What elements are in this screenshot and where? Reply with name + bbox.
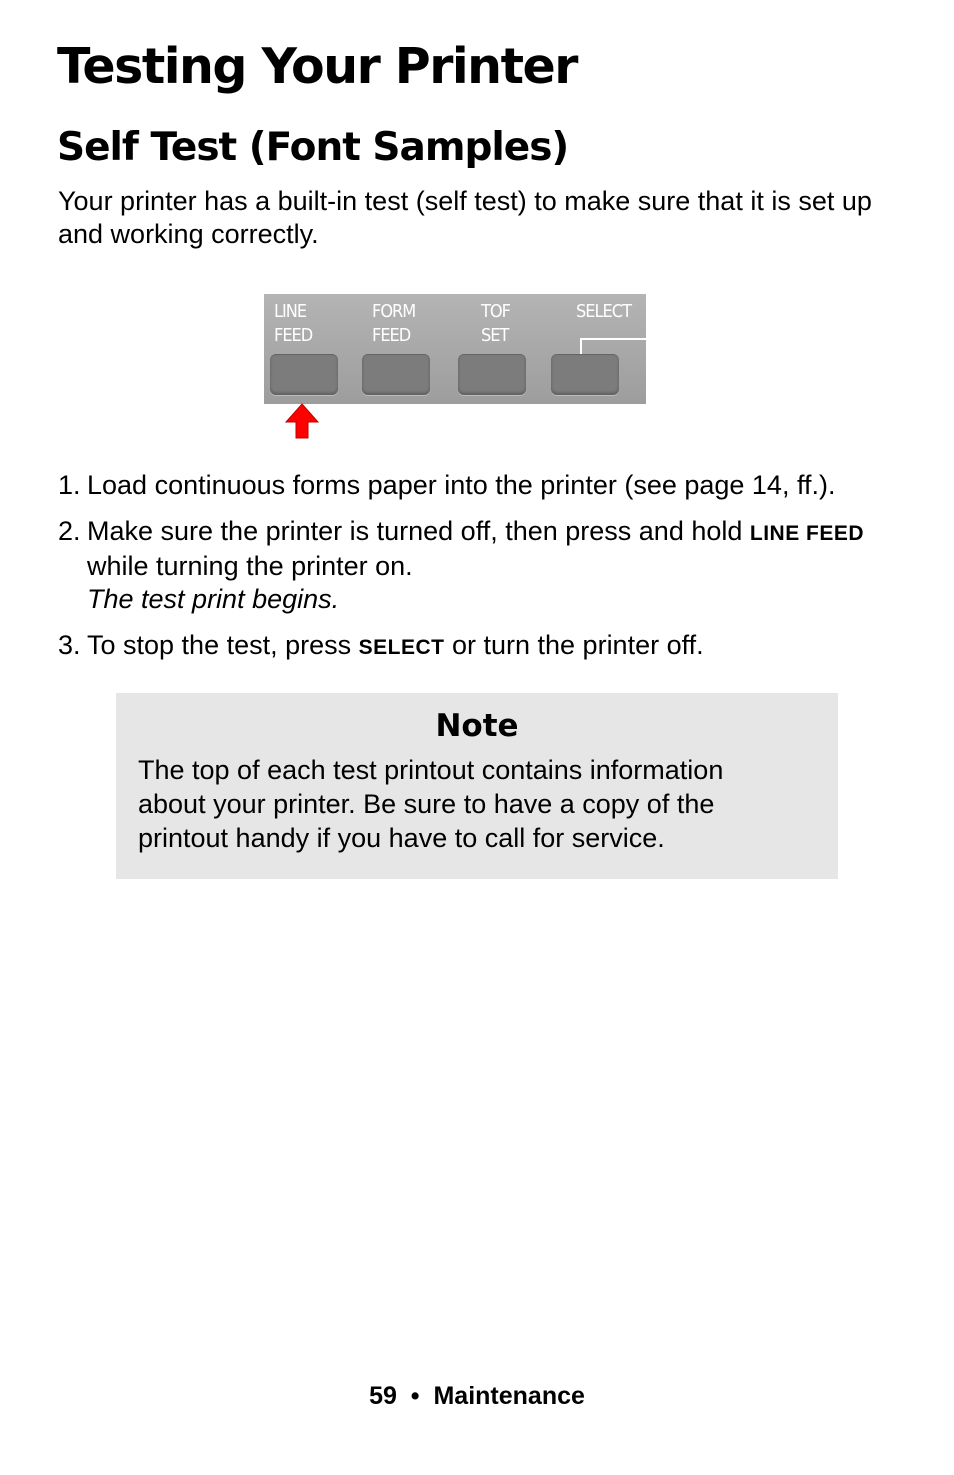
step-text: or turn the printer off. [444,630,704,660]
note-body: The top of each test printout contains information about your printer. Be sure to have a copy of the printout handy if you have to call for service. [138,755,724,853]
key-name-line-feed: LINE FEED [749,522,865,545]
page-title: Testing Your Printer [57,38,577,95]
panel-label-line-feed: LINE FEED [274,301,313,346]
form-feed-key [362,354,430,395]
step-text: Load continuous forms paper into the printer (see page 14, ff.). [87,470,836,500]
panel-label-tof-set: TOF SET [481,301,510,346]
page-number: 59 [369,1382,397,1410]
footer-separator: • [410,1382,420,1410]
page-footer [0,1380,954,1412]
control-panel-figure [264,294,646,444]
step-number: 3. [58,630,81,660]
line-feed-key [270,354,338,395]
footer-section: Maintenance [433,1382,585,1410]
select-bracket-line [580,338,648,354]
intro-paragraph: Your printer has a built-in test (self test) to make sure that it is set up and working correctly. [58,186,872,249]
panel-label-form-feed: FORM FEED [372,301,416,346]
section-title: Self Test (Font Samples) [57,125,569,170]
step-item [58,515,918,616]
step-item [58,469,918,502]
step-text: while turning the printer on. [87,551,413,581]
steps-list [58,469,918,677]
select-key [551,354,619,395]
red-up-arrow-icon [285,403,319,439]
step-number: 1. [58,470,81,500]
step-result: The test print begins. [87,584,340,614]
panel-label-select: SELECT [576,301,631,322]
note-title: Note [435,708,519,744]
step-text: To stop the test, press [87,630,359,660]
control-panel [264,294,646,404]
tof-set-key [458,354,526,395]
key-name-select: SELECT [358,636,445,659]
step-number: 2. [58,516,81,546]
step-text: Make sure the printer is turned off, then press and hold [87,516,750,546]
note-box [116,693,838,879]
step-item [58,629,918,664]
